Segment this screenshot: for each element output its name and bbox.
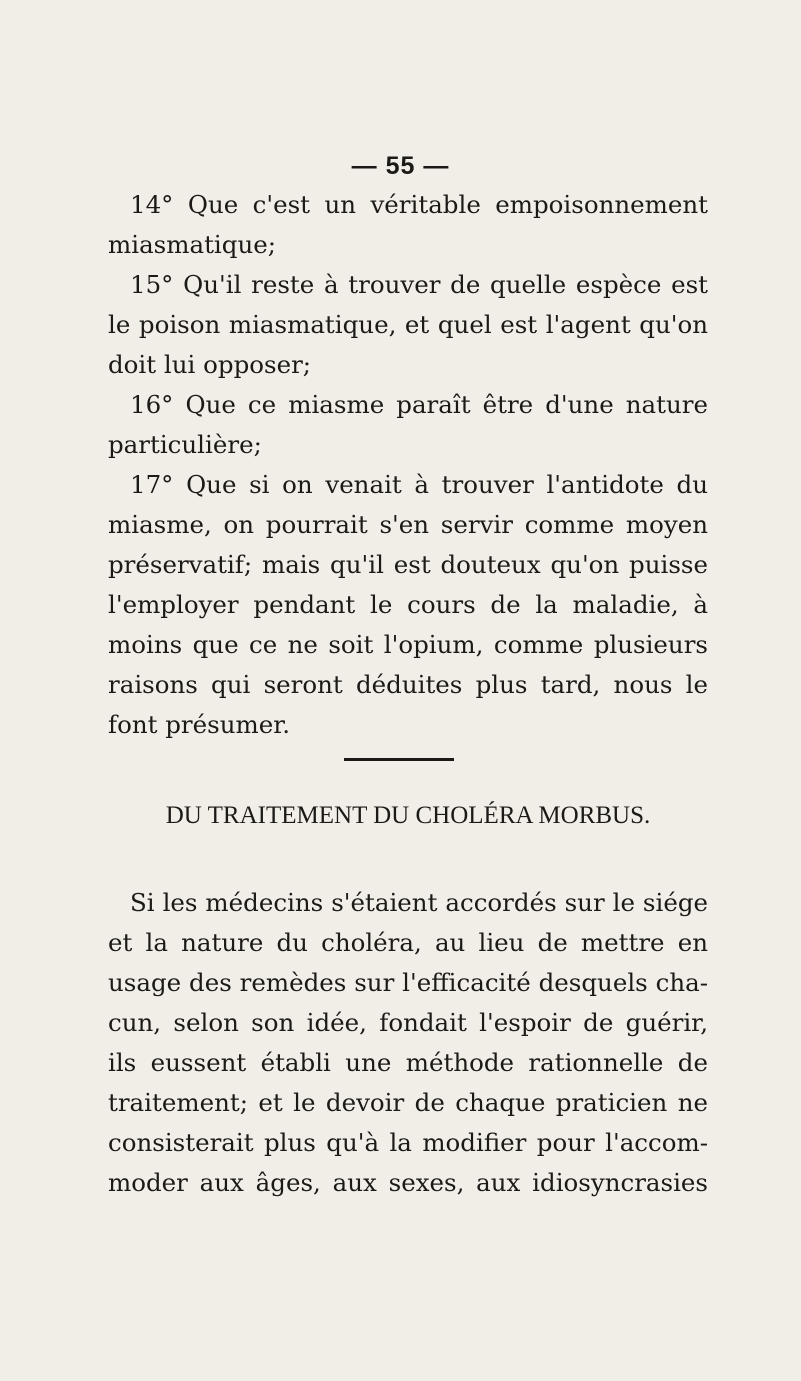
text-line: l'employer pendant le cours de la maladie, à <box>108 590 708 619</box>
body-paragraph <box>108 883 708 1203</box>
conclusions-list <box>108 185 708 745</box>
text-line: Si les médecins s'étaient accordés sur le siége <box>130 888 708 917</box>
text-line: doit lui opposer; <box>108 350 312 379</box>
text-line: 14° Que c'est un véritable empoisonnement <box>130 190 708 219</box>
text-line: 16° Que ce miasme paraît être d'une nature <box>130 390 708 419</box>
section-title: DU TRAITEMENT DU CHOLÉRA MORBUS. <box>165 802 651 829</box>
text-line: traitement; et le devoir de chaque praticien ne <box>108 1088 708 1117</box>
text-line: consisterait plus qu'à la modifier pour l'accom- <box>108 1128 708 1157</box>
text-line: moins que ce ne soit l'opium, comme plusieurs <box>108 630 708 659</box>
text-line: particulière; <box>108 430 262 459</box>
text-line: et la nature du choléra, au lieu de mettre en <box>108 928 708 957</box>
text-line: moder aux âges, aux sexes, aux idiosyncrasies <box>108 1168 708 1197</box>
list-item-15 <box>108 265 708 385</box>
text-line: préservatif; mais qu'il est douteux qu'on puisse <box>108 550 708 579</box>
text-line: cun, selon son idée, fondait l'espoir de guérir, <box>108 1008 708 1037</box>
text-line: ils eussent établi une méthode rationnelle de <box>108 1048 708 1077</box>
list-item-14 <box>108 185 708 265</box>
text-line: miasmatique; <box>108 230 276 259</box>
list-item-16 <box>108 385 708 465</box>
section-divider <box>344 758 454 761</box>
text-line: usage des remèdes sur l'efficacité desquels cha- <box>108 968 708 997</box>
text-line: 17° Que si on venait à trouver l'antidote du <box>130 470 708 499</box>
list-item-17 <box>108 465 708 745</box>
text-line: font présumer. <box>108 710 291 739</box>
text-line: le poison miasmatique, et quel est l'agent qu'on <box>108 310 708 339</box>
text-line: miasme, on pourrait s'en servir comme moyen <box>108 510 708 539</box>
page-number: — 55 — <box>351 152 450 180</box>
text-line: 15° Qu'il reste à trouver de quelle espèce est <box>130 270 708 299</box>
text-line: raisons qui seront déduites plus tard, nous le <box>108 670 708 699</box>
